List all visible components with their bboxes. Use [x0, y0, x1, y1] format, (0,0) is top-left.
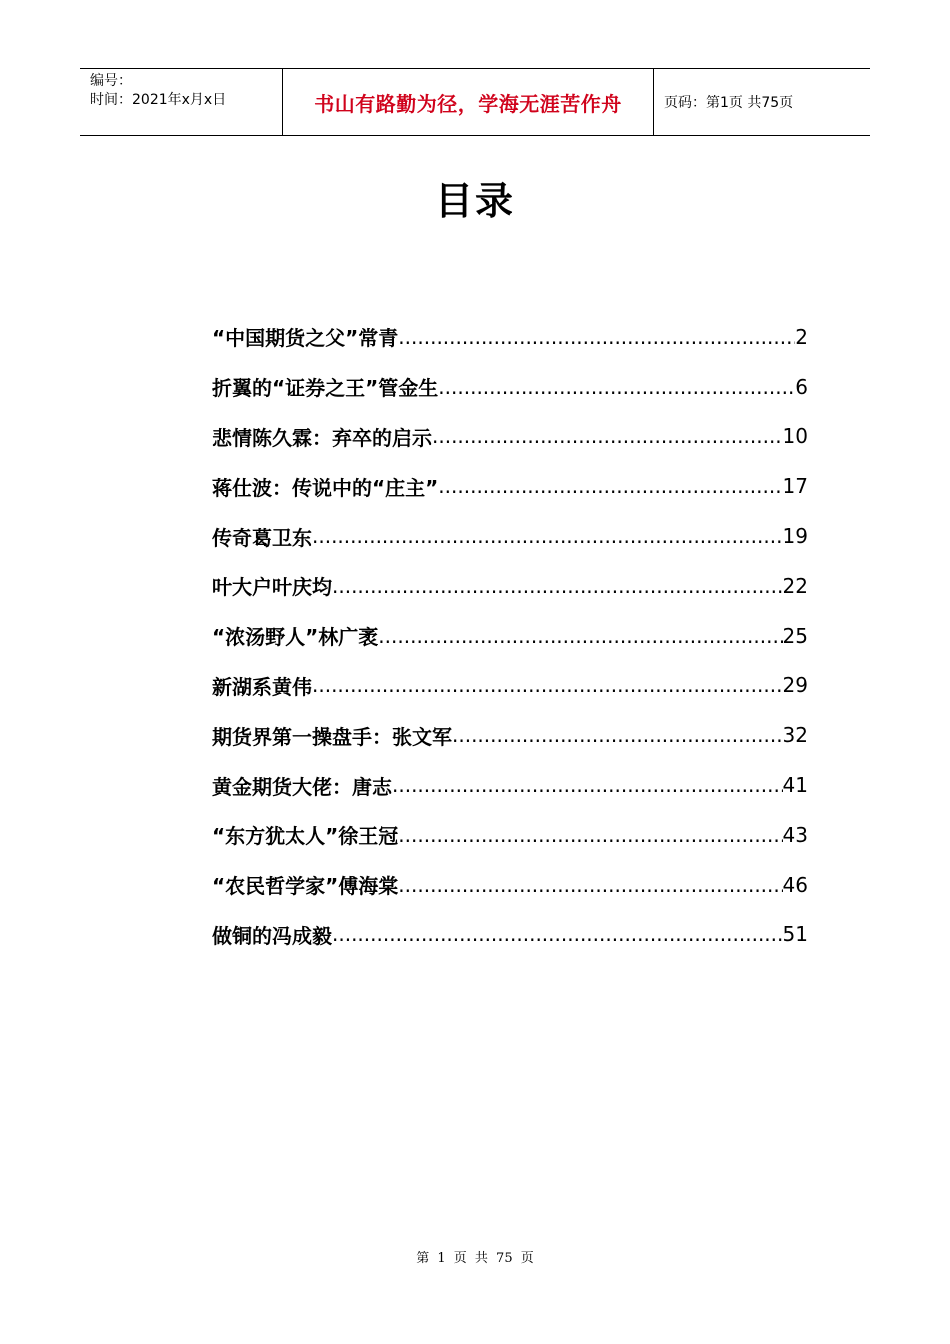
toc-entry-page: 10 — [782, 424, 808, 449]
toc-entry[interactable] — [212, 412, 808, 462]
toc-entry[interactable] — [212, 710, 808, 760]
toc-leader-dots — [392, 773, 783, 797]
toc-leader-dots — [452, 723, 783, 747]
toc-leader-dots — [438, 375, 795, 399]
toc-entry-title: 黄金期货大佬：唐志 — [212, 774, 392, 799]
toc-entry-page: 43 — [782, 822, 808, 847]
page-footer: 第 1 页 共 75 页 — [416, 1251, 534, 1266]
header-page-info: 页码：第1页 共75页 — [664, 95, 794, 111]
toc-entry-title: 新湖系黄伟 — [212, 674, 312, 699]
toc-leader-dots — [398, 325, 795, 349]
document-title: 目录 — [434, 179, 515, 223]
toc-entry[interactable] — [212, 910, 808, 960]
toc-entry-title: 做铜的冯成毅 — [212, 923, 332, 948]
toc-entry-title: 悲情陈久霖：弃卒的启示 — [212, 425, 432, 450]
toc-entry[interactable] — [212, 611, 808, 661]
toc-leader-dots — [378, 624, 782, 648]
toc-entry-page: 2 — [795, 324, 808, 349]
toc-entry-page: 22 — [782, 573, 808, 598]
toc-entry-title: 蒋仕波：传说中的“庄主” — [212, 475, 439, 500]
toc-entry-page: 51 — [782, 922, 808, 947]
toc-entry-title: “中国期货之父”常青 — [212, 326, 399, 351]
page-header — [80, 68, 870, 136]
toc-entry-page: 17 — [782, 474, 808, 499]
table-of-contents — [212, 312, 808, 959]
number-label: 编号： — [90, 73, 132, 89]
toc-entry[interactable] — [212, 511, 808, 561]
toc-entry[interactable] — [212, 561, 808, 611]
toc-entry-title: “浓汤野人”林广袤 — [212, 625, 379, 650]
toc-entry-page: 19 — [782, 524, 808, 549]
toc-entry-title: “东方犹太人”徐王冠 — [212, 824, 399, 849]
toc-leader-dots — [312, 524, 783, 548]
toc-entry[interactable] — [212, 661, 808, 711]
toc-entry-page: 32 — [782, 723, 808, 748]
toc-entry[interactable] — [212, 461, 808, 511]
toc-entry-page: 46 — [782, 872, 808, 897]
toc-entry-title: “农民哲学家”傅海棠 — [212, 874, 399, 899]
toc-entry[interactable] — [212, 860, 808, 910]
toc-entry-title: 期货界第一操盘手：张文军 — [212, 724, 452, 749]
header-meta — [80, 69, 282, 135]
toc-entry[interactable] — [212, 312, 808, 362]
toc-leader-dots — [438, 474, 782, 498]
toc-entry-page: 41 — [782, 773, 808, 798]
toc-entry[interactable] — [212, 362, 808, 412]
toc-leader-dots — [332, 574, 783, 598]
header-motto: 书山有路勤为径，学海无涯苦作舟 — [282, 69, 654, 135]
toc-entry-title: 传奇葛卫东 — [212, 525, 312, 550]
time-label: 时间：2021年x月x日 — [90, 92, 227, 108]
toc-entry-page: 29 — [782, 673, 808, 698]
toc-leader-dots — [398, 823, 782, 847]
toc-leader-dots — [432, 424, 783, 448]
toc-entry-title: 折翼的“证券之王”管金生 — [212, 376, 439, 401]
toc-entry-page: 6 — [795, 374, 808, 399]
toc-entry[interactable] — [212, 760, 808, 810]
toc-leader-dots — [398, 873, 782, 897]
toc-entry-page: 25 — [782, 623, 808, 648]
toc-leader-dots — [332, 922, 783, 946]
toc-entry-title: 叶大户叶庆均 — [212, 575, 332, 600]
toc-entry[interactable] — [212, 810, 808, 860]
toc-leader-dots — [312, 673, 783, 697]
